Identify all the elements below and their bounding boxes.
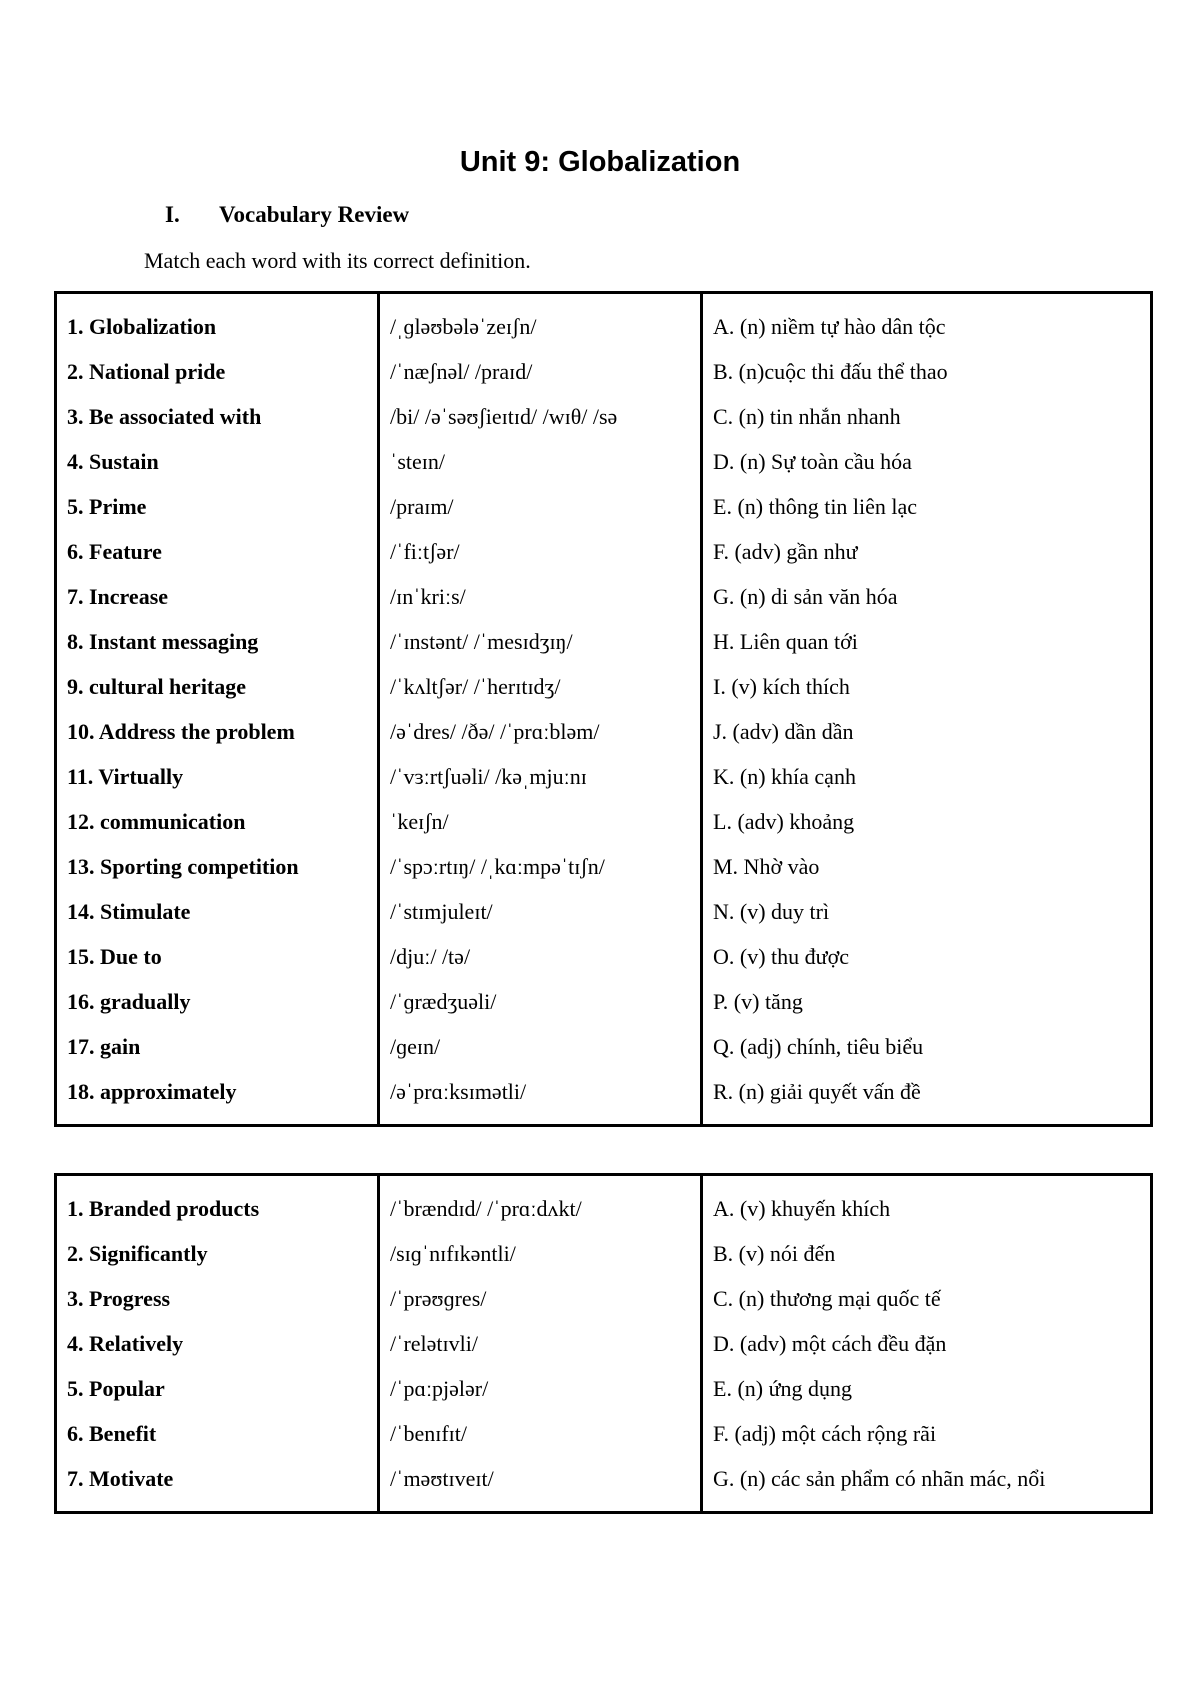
table-row (56, 1069, 1152, 1126)
vocab-word: 1. Globalization (67, 313, 217, 339)
table-row (56, 293, 1152, 350)
table-row (56, 574, 1152, 619)
table-row (56, 1276, 1152, 1321)
vocab-definition: P. (v) tăng (702, 979, 1152, 1024)
vocab-word: 6. Benefit (67, 1420, 157, 1446)
vocab-word: 2. National pride (67, 358, 226, 384)
vocab-phonetic: /ˈfiːtʃər/ (379, 529, 702, 574)
page-title: Unit 9: Globalization (459, 146, 741, 178)
vocab-definition: A. (n) niềm tự hào dân tộc (702, 293, 1152, 350)
vocab-word: 4. Relatively (67, 1330, 184, 1356)
vocab-definition: F. (adv) gần như (702, 529, 1152, 574)
vocab-word: 8. Instant messaging (67, 628, 259, 654)
vocab-definition: O. (v) thu được (702, 934, 1152, 979)
vocab-word: 9. cultural heritage (67, 673, 247, 699)
instruction-text: Match each word with its correct definition. (144, 248, 531, 273)
vocab-phonetic: /ˈrelətɪvli/ (379, 1321, 702, 1366)
vocab-word: 6. Feature (67, 538, 162, 564)
vocab-definition: I. (v) kích thích (702, 664, 1152, 709)
table-row (56, 1366, 1152, 1411)
vocabulary-table-1 (54, 291, 1153, 1127)
table-row (56, 709, 1152, 754)
vocab-word: 4. Sustain (67, 448, 159, 474)
vocab-phonetic: /praɪm/ (379, 484, 702, 529)
vocab-phonetic: /ˈbrændɪd/ /ˈprɑːdʌkt/ (379, 1175, 702, 1232)
table-row (56, 1231, 1152, 1276)
table-row (56, 1456, 1152, 1513)
vocab-definition: E. (n) thông tin liên lạc (702, 484, 1152, 529)
table-row (56, 664, 1152, 709)
vocab-phonetic: /ˈbenɪfɪt/ (379, 1411, 702, 1456)
vocab-word: 18. approximately (67, 1078, 237, 1104)
table-row (56, 1024, 1152, 1069)
table-row (56, 1411, 1152, 1456)
vocab-word: 13. Sporting competition (67, 853, 299, 879)
vocab-phonetic: ˈkeɪʃn/ (379, 799, 702, 844)
vocab-phonetic: /bi/ /əˈsəʊʃieɪtɪd/ /wɪθ/ /sə (379, 394, 702, 439)
vocabulary-table-2 (54, 1173, 1153, 1514)
table-row (56, 844, 1152, 889)
vocab-word: 12. communication (67, 808, 246, 834)
vocab-phonetic: /ˈɪnstənt/ /ˈmesɪdʒɪŋ/ (379, 619, 702, 664)
vocab-phonetic: /ˈstɪmjuleɪt/ (379, 889, 702, 934)
vocab-phonetic: /sɪɡˈnɪfɪkəntli/ (379, 1231, 702, 1276)
table-row (56, 799, 1152, 844)
vocab-word: 11. Virtually (67, 763, 184, 789)
vocab-word: 3. Be associated with (67, 403, 262, 429)
vocab-phonetic: /ˈməʊtɪveɪt/ (379, 1456, 702, 1513)
vocab-word: 1. Branded products (67, 1195, 260, 1221)
section-number: I. (165, 202, 180, 227)
section-label: Vocabulary Review (219, 202, 410, 227)
table-row (56, 934, 1152, 979)
vocab-definition: L. (adv) khoảng (702, 799, 1152, 844)
vocab-phonetic: /ɡeɪn/ (379, 1024, 702, 1069)
vocab-definition: J. (adv) dần dần (702, 709, 1152, 754)
vocab-word: 16. gradually (67, 988, 191, 1014)
vocab-definition: B. (v) nói đến (702, 1231, 1152, 1276)
vocab-definition: B. (n)cuộc thi đấu thể thao (702, 349, 1152, 394)
vocab-word: 17. gain (67, 1033, 141, 1059)
vocab-phonetic: /ˈprəʊɡres/ (379, 1276, 702, 1321)
vocab-definition: C. (n) thương mại quốc tế (702, 1276, 1152, 1321)
table-row (56, 979, 1152, 1024)
vocab-definition: R. (n) giải quyết vấn đề (702, 1069, 1152, 1126)
section-heading (165, 202, 409, 228)
vocab-phonetic: /ˈvɜːrtʃuəli/ /kəˌmjuːnɪ (379, 754, 702, 799)
vocab-phonetic: /ˈkʌltʃər/ /ˈherɪtɪdʒ/ (379, 664, 702, 709)
vocab-word: 10. Address the problem (67, 718, 295, 744)
table-row (56, 889, 1152, 934)
table-row (56, 529, 1152, 574)
vocab-phonetic: /ˌɡləʊbələˈzeɪʃn/ (379, 293, 702, 350)
table-row (56, 1175, 1152, 1232)
vocab-definition: M. Nhờ vào (702, 844, 1152, 889)
table-row (56, 754, 1152, 799)
vocab-definition: E. (n) ứng dụng (702, 1366, 1152, 1411)
table-row (56, 439, 1152, 484)
vocab-phonetic: /ˈɡrædʒuəli/ (379, 979, 702, 1024)
vocab-definition: N. (v) duy trì (702, 889, 1152, 934)
vocab-phonetic: /əˈprɑːksɪmətli/ (379, 1069, 702, 1126)
vocab-phonetic: /ˈnæʃnəl/ /praɪd/ (379, 349, 702, 394)
vocab-word: 5. Prime (67, 493, 147, 519)
vocab-definition: G. (n) di sản văn hóa (702, 574, 1152, 619)
vocab-definition: C. (n) tin nhắn nhanh (702, 394, 1152, 439)
table-row (56, 349, 1152, 394)
vocab-phonetic: /ˈspɔːrtɪŋ/ /ˌkɑːmpəˈtɪʃn/ (379, 844, 702, 889)
table-row (56, 1321, 1152, 1366)
vocab-word: 3. Progress (67, 1285, 171, 1311)
vocab-word: 14. Stimulate (67, 898, 191, 924)
vocab-definition: A. (v) khuyến khích (702, 1175, 1152, 1232)
vocab-phonetic: /djuː/ /tə/ (379, 934, 702, 979)
vocab-word: 2. Significantly (67, 1240, 208, 1266)
vocab-definition: G. (n) các sản phẩm có nhãn mác, nổi (702, 1456, 1152, 1513)
vocab-phonetic: /ˈpɑːpjələr/ (379, 1366, 702, 1411)
table-row (56, 484, 1152, 529)
vocab-phonetic: /əˈdres/ /ðə/ /ˈprɑːbləm/ (379, 709, 702, 754)
vocab-phonetic: /ɪnˈkriːs/ (379, 574, 702, 619)
vocab-word: 5. Popular (67, 1375, 165, 1401)
vocab-definition: K. (n) khía cạnh (702, 754, 1152, 799)
vocab-definition: H. Liên quan tới (702, 619, 1152, 664)
table-row (56, 394, 1152, 439)
table-row (56, 619, 1152, 664)
vocab-definition: Q. (adj) chính, tiêu biểu (702, 1024, 1152, 1069)
vocab-word: 15. Due to (67, 943, 162, 969)
vocab-definition: F. (adj) một cách rộng rãi (702, 1411, 1152, 1456)
vocab-definition: D. (n) Sự toàn cầu hóa (702, 439, 1152, 484)
vocab-phonetic: ˈsteɪn/ (379, 439, 702, 484)
vocab-definition: D. (adv) một cách đều đặn (702, 1321, 1152, 1366)
vocab-word: 7. Increase (67, 583, 169, 609)
vocab-word: 7. Motivate (67, 1465, 174, 1491)
